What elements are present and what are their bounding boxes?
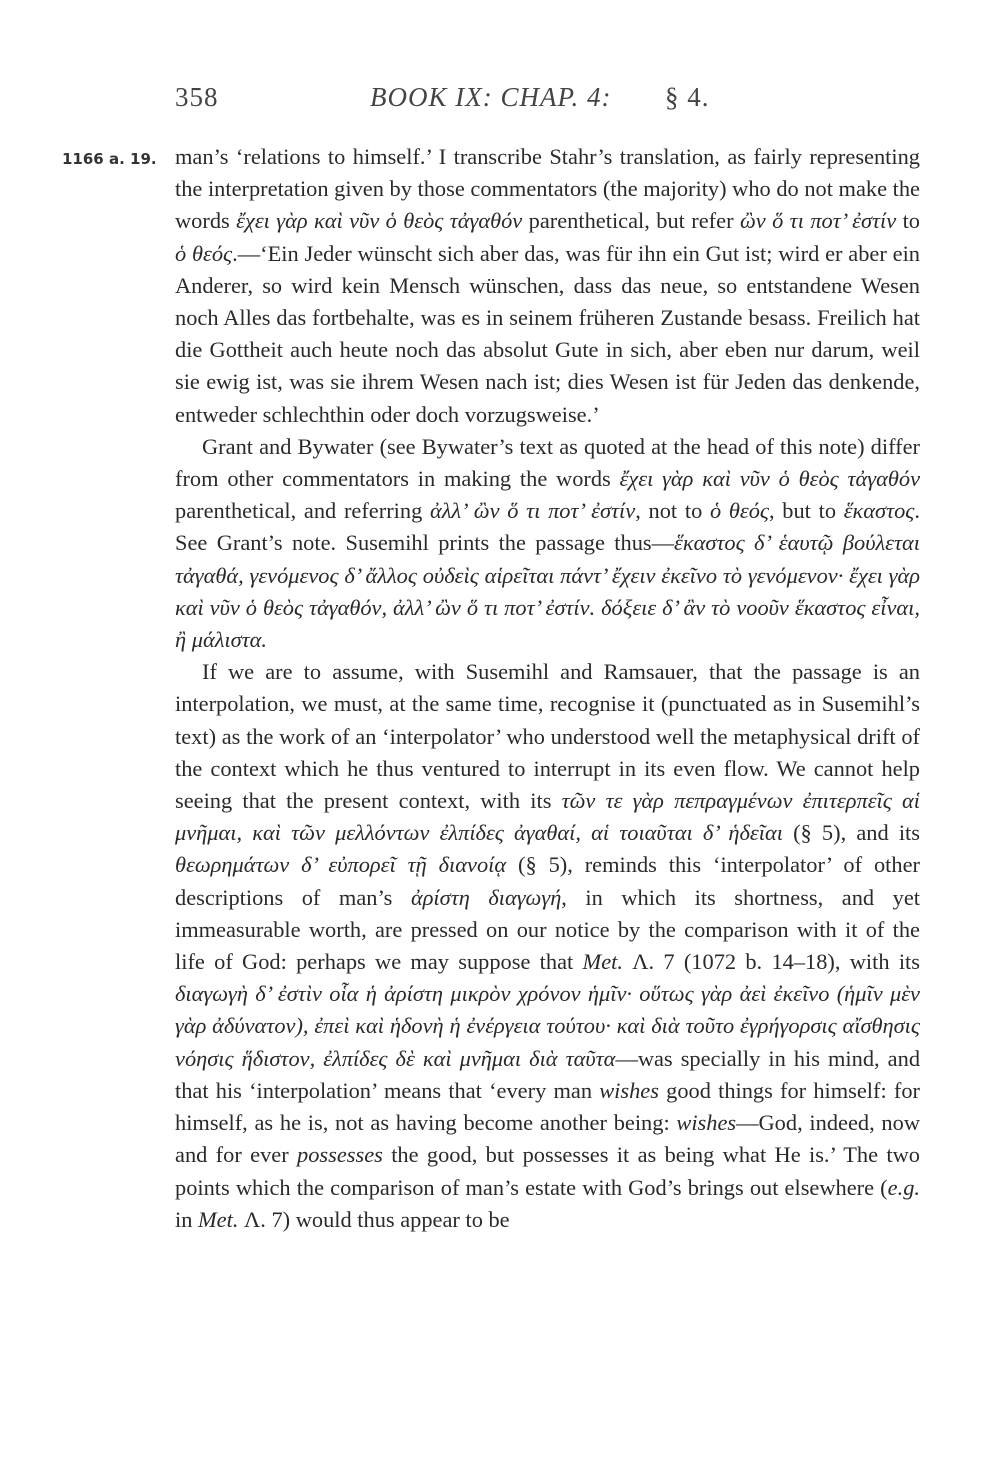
text-run: to bbox=[896, 208, 920, 234]
italic-text: wishes bbox=[599, 1077, 659, 1103]
italic-text: Met. bbox=[582, 949, 623, 975]
italic-text: τῶν τε γὰρ πεπραγμένων ἐπιτερπεῖς αἱ μνῆμαι, καὶ τῶν μελλόντων ἐλπίδες ἀγαθαί, αἱ τοιαῦται δ’ ἡδεῖαι bbox=[175, 788, 920, 846]
text-run: parenthetical, and referring bbox=[175, 498, 430, 524]
page-number: 358 bbox=[175, 82, 219, 112]
text-run: the good, but possesses it as being what He is.’ The two points which the comparison of man’s estate with God’s brings out elsewhere ( bbox=[175, 1142, 920, 1200]
text-run: in bbox=[175, 1206, 199, 1232]
text-run: , in which its shortness, and yet immeasurable worth, are pressed on our notice by the comparison with it of the life of God: perhaps we may suppose that bbox=[175, 884, 920, 975]
text-run: parenthetical, but refer bbox=[522, 208, 740, 234]
italic-text: Met. bbox=[198, 1206, 239, 1232]
text-run: , but to bbox=[768, 498, 844, 524]
italic-text: ἀρίστη διαγωγή bbox=[410, 884, 562, 910]
text-run: (§ 5), and its bbox=[782, 820, 920, 846]
italic-text: e.g. bbox=[887, 1174, 920, 1200]
italic-text: ἀλλ’ ὢν ὅ τι ποτ’ ἐστίν bbox=[429, 498, 636, 524]
italic-text: ἕκαστος δ’ ἑαυτῷ βούλεται τἀγαθά, γενόμενος δ’ ἄλλος οὐδεὶς αἱρεῖται πάντ’ ἔχειν ἐκεῖνο τὸ γενόμενον· ἔχει γὰρ καὶ νῦν ὁ θεὸς τἀγαθόν, ἀλλ’ ὢν ὅ τι ποτ’ ἐστίν. δόξειε δ’ ἂν τὸ νοοῦν ἕκαστος εἶναι, ἢ μάλιστα. bbox=[175, 530, 920, 653]
text-run: .—‘Ein Jeder wünscht sich aber das, was für ihn ein Gut ist; wird er aber ein Anderer, so wird kein Mensch wünschen, dass das neue, so entstandene Wesen noch Alles das fortbehalte, was es in seinem früheren Zustande besass. Freilich hat die Gottheit auch heute noch das absolut Gute in sich, aber eben nur darum, weil sie ewig ist, was sie ihrem Wesen nach ist; dies Wesen ist für Jeden das denkende, entweder schlechthin oder doch vorzugsweise.’ bbox=[175, 240, 920, 427]
paragraph bbox=[175, 656, 920, 1236]
text-run: Grant and Bywater (see Bywater’s text as quoted at the head of this note) differ from other commentators in making the words bbox=[175, 433, 920, 492]
text-run: If we are to assume, with Susemihl and Ramsauer, that the passage is an interpolation, we must, at the same time, recognise it (punctuated as in Susemihl’s text) as the work of an ‘interpolator’ who understood well the metaphysical drift of the context which he thus ventured to interrupt in its even flow. We cannot help seeing that the present context, with its bbox=[175, 659, 920, 814]
text-run: (§ 5), reminds this ‘interpolator’ of other descriptions of man’s bbox=[175, 852, 920, 910]
italic-text: possesses bbox=[297, 1142, 383, 1168]
paragraph bbox=[175, 141, 920, 431]
running-head bbox=[175, 82, 735, 122]
italic-text: ἔχει γὰρ καὶ νῦν ὁ θεὸς τἀγαθόν bbox=[236, 208, 523, 234]
italic-text: ὁ θεός bbox=[709, 498, 769, 524]
italic-text: διαγωγὴ δ’ ἐστὶν οἷα ἡ ἀρίστη μικρὸν χρόνον ἡμῖν· οὕτως γὰρ ἀεὶ ἐκεῖνο (ἡμῖν μὲν γὰρ ἀδύνατον), ἐπεὶ καὶ ἡδονὴ ἡ ἐνέργεια τούτου· καὶ διὰ τοῦτο ἐγρήγορσις αἴσθησις νόησις ἥδιστον, ἐλπίδες δὲ καὶ μνῆμαι διὰ ταῦτα bbox=[175, 981, 920, 1071]
italic-text: ἔχει γὰρ καὶ νῦν ὁ θεὸς τἀγαθόν bbox=[619, 466, 921, 492]
text-run: good things for himself: for himself, as he is, not as having become another being: bbox=[175, 1077, 921, 1136]
text-run: , not to bbox=[635, 498, 710, 524]
text-run: —God, indeed, now and for ever bbox=[175, 1110, 920, 1168]
italic-text: ὢν ὅ τι ποτ’ ἐστίν bbox=[739, 208, 897, 234]
paragraph bbox=[175, 431, 920, 656]
section-marker: § 4. bbox=[665, 82, 710, 112]
text-run: —was specially in his mind, and that his ‘interpolation’ means that ‘every man bbox=[175, 1045, 921, 1103]
italic-text: θεωρημάτων δ’ εὐπορεῖ τῇ διανοίᾳ bbox=[175, 852, 507, 878]
text-run: Λ. 7 (1072 b. 14–18), with its bbox=[622, 949, 920, 975]
italic-text: ὁ θεός bbox=[175, 240, 233, 266]
margin-reference: 1166 a. 19. bbox=[62, 150, 157, 168]
italic-text: ἕκαστος bbox=[843, 498, 915, 524]
running-title: BOOK IX: CHAP. 4: bbox=[370, 82, 612, 112]
text-run: . See Grant’s note. Susemihl prints the passage thus— bbox=[175, 498, 920, 556]
body-text bbox=[175, 141, 920, 1236]
italic-text: wishes bbox=[676, 1110, 737, 1136]
text-run: man’s ‘relations to himself.’ I transcribe Stahr’s translation, as fairly representing the interpretation given by those commentators (the majority) who do not make the words bbox=[175, 144, 920, 234]
text-run: Λ. 7) would thus appear to be bbox=[238, 1206, 510, 1232]
